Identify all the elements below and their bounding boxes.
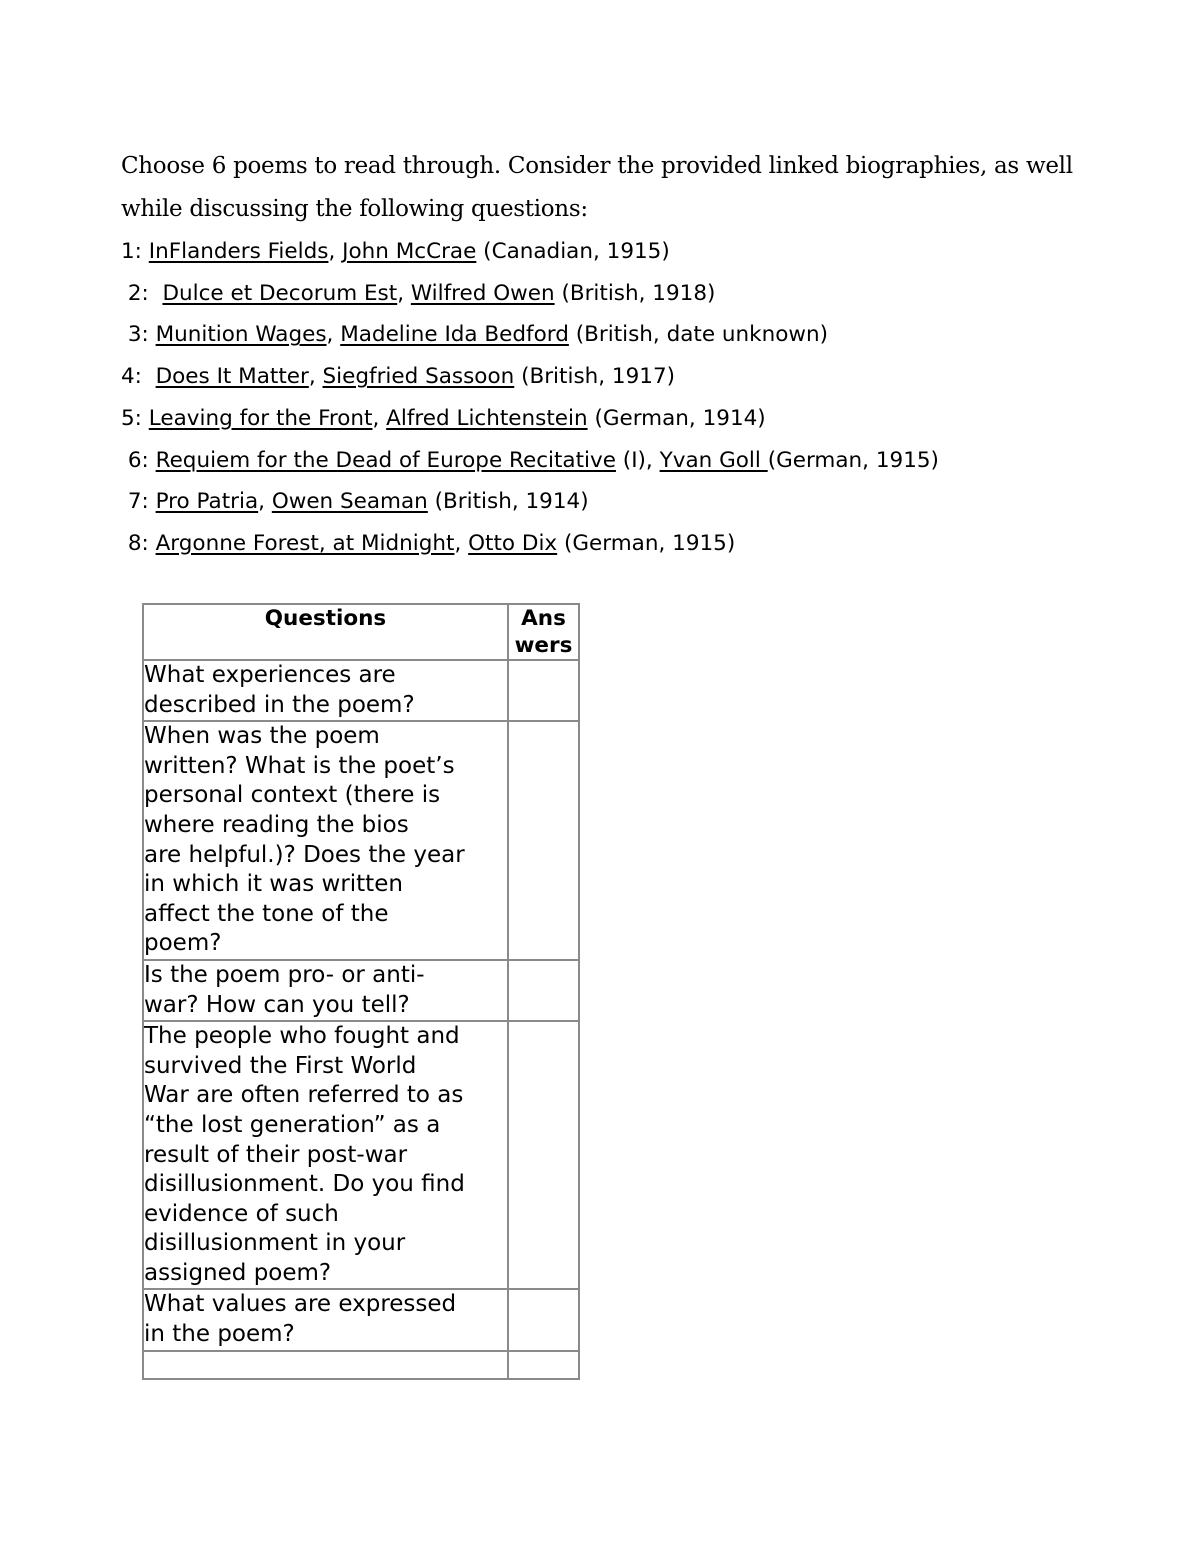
- poem-title-link[interactable]: Does It Matter: [155, 364, 309, 390]
- instructions-line-2: while discussing the following questions:: [121, 196, 588, 222]
- poem-author-link[interactable]: Wilfred Owen: [410, 280, 555, 306]
- poem-item: [121, 273, 939, 315]
- poem-separator: ,: [454, 530, 469, 556]
- poem-info: (British, 1918): [554, 280, 716, 306]
- poem-title-link[interactable]: InFlanders Fields: [148, 239, 329, 264]
- answers-header: Ans wers: [508, 604, 579, 660]
- poem-separator: ,: [328, 239, 343, 264]
- question-cell: What values are expressed in the poem?: [143, 1289, 508, 1350]
- question-cell: The people who fought and survived the First World War are often referred to as “the lost generation” as a result of their post-war disillusionment. Do you find evidence of such disillusionment in your assigned poem?: [143, 1021, 508, 1289]
- table-row: [143, 1021, 579, 1289]
- poem-separator: (I),: [615, 447, 660, 473]
- poem-number: 4:: [121, 364, 156, 390]
- poem-item: [121, 481, 939, 523]
- poem-info: (British, 1914): [427, 489, 589, 515]
- table-row: [143, 960, 579, 1021]
- poem-info: (British, date unknown): [568, 322, 828, 348]
- poem-title-link[interactable]: Munition Wages: [155, 322, 327, 348]
- question-cell: When was the poem written? What is the poet’s personal context (there is where reading the bios are helpful.)? Does the year in which it was written affect the tone of the poem?: [143, 721, 508, 960]
- poem-number: 5:: [121, 405, 149, 431]
- poem-item: [121, 523, 939, 565]
- answer-cell[interactable]: [508, 721, 579, 960]
- poem-separator: ,: [397, 280, 411, 306]
- poem-item: [121, 398, 939, 440]
- poem-number: 8:: [121, 530, 156, 556]
- poem-number: 3:: [121, 322, 156, 348]
- answer-cell[interactable]: [508, 1021, 579, 1289]
- table-row: [143, 1289, 579, 1350]
- poem-separator: ,: [326, 322, 341, 348]
- poem-number: 1:: [121, 239, 149, 264]
- poem-list: [121, 231, 939, 565]
- answer-cell[interactable]: [508, 1289, 579, 1350]
- poem-item: [121, 314, 939, 356]
- poem-separator: ,: [372, 405, 387, 431]
- answer-cell[interactable]: [508, 660, 579, 721]
- poem-number: 6:: [121, 447, 156, 473]
- poem-separator: ,: [308, 364, 323, 390]
- poem-info: (Canadian, 1915): [476, 239, 670, 264]
- poem-author-link[interactable]: Owen Seaman: [271, 489, 428, 515]
- poem-author-link[interactable]: Siegfried Sassoon: [322, 364, 515, 390]
- table-header-row: [143, 604, 579, 660]
- answer-cell[interactable]: [508, 1351, 579, 1379]
- poem-item: [121, 440, 939, 482]
- question-cell[interactable]: [143, 1351, 508, 1379]
- poem-title-link[interactable]: Leaving for the Front: [148, 405, 373, 431]
- poem-separator: ,: [258, 489, 272, 515]
- table-row: [143, 1351, 579, 1379]
- poem-author-link[interactable]: Madeline Ida Bedford: [340, 322, 569, 348]
- poem-info: (German, 1915): [557, 530, 736, 556]
- answer-cell[interactable]: [508, 960, 579, 1021]
- questions-table: [142, 603, 580, 1380]
- poem-item: [121, 356, 939, 398]
- table-row: [143, 660, 579, 721]
- table-row: [143, 721, 579, 960]
- poem-author-link[interactable]: Alfred Lichtenstein: [386, 405, 588, 431]
- poem-info: (German, 1915): [767, 447, 939, 473]
- poem-title-link[interactable]: Dulce et Decorum Est: [162, 280, 398, 306]
- questions-header: Questions: [143, 604, 508, 660]
- poem-info: (British, 1917): [514, 364, 676, 390]
- poem-info: (German, 1914): [587, 405, 766, 431]
- question-cell: What experiences are described in the poem?: [143, 660, 508, 721]
- poem-author-link[interactable]: Yvan Goll: [659, 447, 768, 473]
- poem-author-link[interactable]: John McCrae: [342, 239, 477, 264]
- question-cell: Is the poem pro- or anti- war? How can you tell?: [143, 960, 508, 1021]
- poem-number: 2:: [121, 280, 163, 306]
- poem-title-link[interactable]: Pro Patria: [155, 489, 259, 515]
- instructions-line-1: Choose 6 poems to read through. Consider the provided linked biographies, as well: [121, 153, 1073, 179]
- poem-item: [121, 231, 939, 273]
- poem-title-link[interactable]: Argonne Forest, at Midnight: [155, 530, 455, 556]
- poem-author-link[interactable]: Otto Dix: [468, 530, 558, 556]
- poem-title-link[interactable]: Requiem for the Dead of Europe Recitative: [155, 447, 616, 473]
- poem-number: 7:: [121, 489, 156, 515]
- instructions: [121, 145, 1081, 231]
